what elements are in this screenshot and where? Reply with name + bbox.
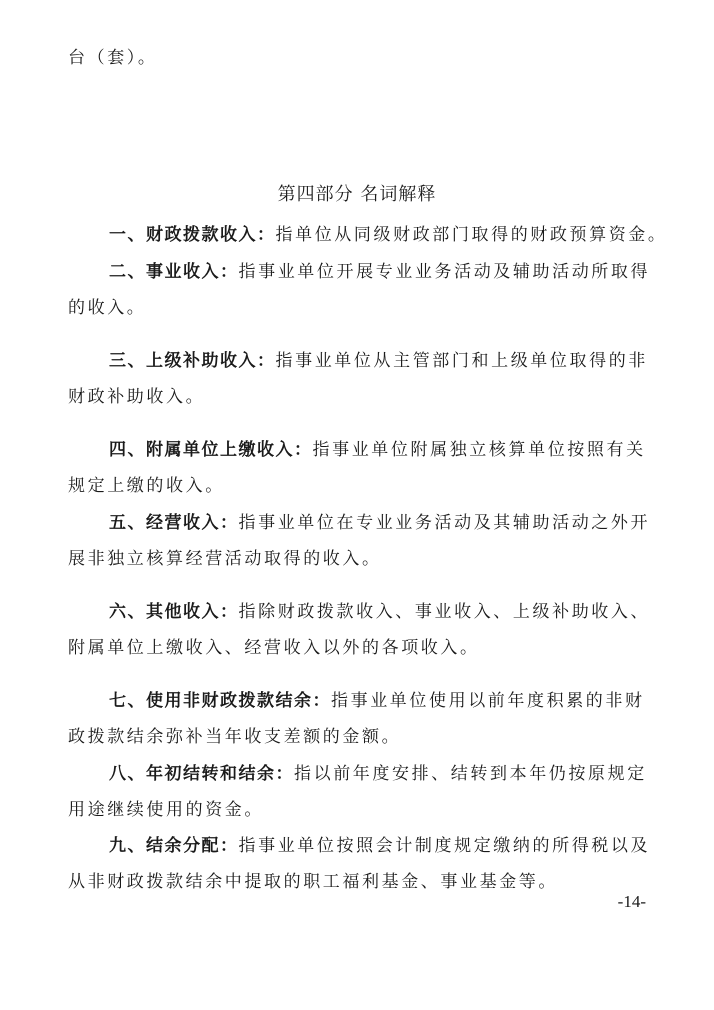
entry-8-line-1 [0,762,714,786]
entry-8-text-1: 指以前年度安排、结转到本年仍按原规定 [294,764,647,784]
entry-1-text: 指单位从同级财政部门取得的财政预算资金。 [275,225,668,245]
entry-4-text-1: 指事业单位附属独立核算单位按照有关 [312,440,646,460]
entry-9-term: 九、结余分配： [109,836,239,856]
entry-3-term: 三、上级补助收入： [109,351,276,371]
entry-4-line-2: 规定上缴的收入。 [68,476,225,496]
entry-6-term: 六、其他收入： [109,602,239,622]
entry-2-term: 二、事业收入： [109,262,239,282]
entry-8-term: 八、年初结转和结余： [109,764,294,784]
entry-3-line-1 [0,349,714,373]
entry-5-line-2: 展非独立核算经营活动取得的收入。 [68,549,382,569]
entry-7-line-1 [0,689,714,713]
entry-2-text-1: 指事业单位开展专业业务活动及辅助活动所取得 [238,262,651,282]
entry-9-line-2: 从非财政拨款结余中提取的职工福利基金、事业基金等。 [68,872,558,892]
entry-1-line-1 [0,223,714,247]
entry-5-text-1: 指事业单位在专业业务活动及其辅助活动之外开 [238,513,651,533]
entry-6-text-1: 指除财政拨款收入、事业收入、上级补助收入、 [238,602,651,622]
entry-2-line-1 [0,260,714,284]
entry-7-term: 七、使用非财政拨款结余： [109,691,331,711]
entry-9-line-1 [0,834,714,858]
entry-1-term: 一、财政拨款收入： [109,225,276,245]
entry-6-line-1 [0,600,714,624]
entry-5-term: 五、经营收入： [109,513,239,533]
entry-6-line-2: 附属单位上缴收入、经营收入以外的各项收入。 [68,638,480,658]
entry-2-line-2: 的收入。 [68,298,147,318]
entry-3-line-2: 财政补助收入。 [68,387,206,407]
top-fragment: 台（套）。 [68,48,158,68]
entry-8-line-2: 用途继续使用的资金。 [68,800,264,820]
entry-4-line-1 [0,438,714,462]
entry-4-term: 四、附属单位上缴收入： [109,440,313,460]
section-title: 第四部分 名词解释 [277,184,437,205]
entry-3-text-1: 指事业单位从主管部门和上级单位取得的非 [275,351,648,371]
entry-9-text-1: 指事业单位按照会计制度规定缴纳的所得税以及 [238,836,651,856]
entry-7-line-2: 政拨款结余弥补当年收支差额的金额。 [68,727,402,747]
entry-5-line-1 [0,511,714,535]
page-number: -14- [617,892,646,911]
entry-7-text-1: 指事业单位使用以前年度积累的非财 [331,691,645,711]
